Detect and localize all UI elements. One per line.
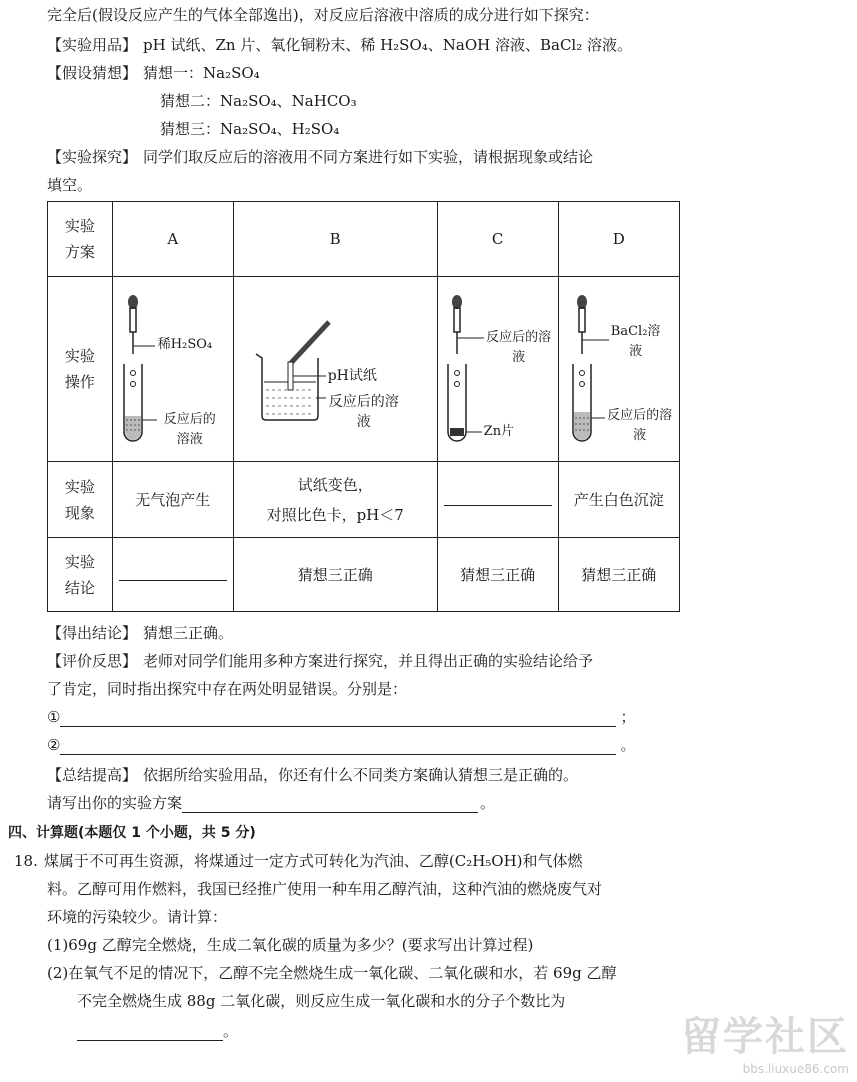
watermark-brand: 留学社区	[681, 1014, 849, 1060]
phenomenon-c-blank[interactable]	[437, 462, 558, 538]
conclusion-text: 猜想三正确。	[143, 624, 234, 642]
question-line-3: 环境的污染较少。请计算：	[47, 908, 228, 926]
label-solution-d: 反应后的溶液	[607, 407, 673, 443]
materials-text: pH 试纸、Zn 片、氧化铜粉末、稀 H₂SO₄、NaOH 溶液、BaCl₂ 溶液。	[143, 36, 633, 54]
evaluation-line	[47, 650, 593, 671]
watermark-site: bbs.liuxue86.com	[742, 1062, 849, 1076]
label-zinc: Zn片	[483, 423, 515, 439]
experiment-table	[47, 201, 680, 612]
row-header-plan: 实验方案	[48, 202, 113, 277]
evaluation-answer-2: ② 。	[47, 736, 636, 754]
ratio-answer: 。	[77, 1020, 238, 1041]
table-row-plan	[48, 202, 680, 277]
label-solution-a: 反应后的溶液	[163, 411, 216, 447]
phenomenon-b	[233, 462, 437, 538]
materials-tag: 【实验用品】	[47, 36, 138, 54]
operation-a	[112, 277, 233, 462]
table-row-conclusion	[48, 538, 680, 612]
summary-text: 依据所给实验用品，你还有什么不同类方案确认猜想三是正确的。	[143, 766, 579, 784]
question-line-1	[14, 850, 583, 871]
summary-answer: 请写出你的实验方案 。	[47, 794, 496, 812]
answer-blank-2[interactable]	[60, 736, 616, 755]
label-ph-paper: pH试纸	[327, 367, 377, 384]
conclusion-b: 猜想三正确	[233, 538, 437, 612]
sub-question-2-line2: 不完全燃烧生成 88g 二氧化碳，则反应生成一氧化碳和水的分子个数比为	[77, 992, 566, 1010]
plan-answer-blank[interactable]	[182, 794, 478, 813]
conclusion-c: 猜想三正确	[437, 538, 558, 612]
table-row-phenomenon	[48, 462, 680, 538]
question-line-2: 料。乙醇可用作燃料，我国已经推广使用一种车用乙醇汽油，这种汽油的燃烧废气对	[47, 880, 603, 898]
col-header-a: A	[112, 202, 233, 277]
summary-tag: 【总结提高】	[47, 766, 138, 784]
row-header-operation: 实验操作	[48, 277, 113, 462]
phenomenon-b-line1: 试纸变色，	[297, 475, 373, 494]
conclusion-tag: 【得出结论】	[47, 624, 138, 642]
label-bacl2: BaCl₂溶液	[610, 323, 661, 359]
operation-d	[558, 277, 679, 462]
question-text-1: 煤属于不可再生资源，将煤通过一定方式可转化为汽油、乙醇(C₂H₅OH)和气体燃	[43, 852, 583, 870]
question-number: 18.	[14, 852, 38, 870]
conclusion-line	[47, 622, 233, 643]
col-header-b: B	[233, 202, 437, 277]
phenomenon-d: 产生白色沉淀	[558, 462, 679, 538]
evaluation-tag: 【评价反思】	[47, 652, 138, 670]
row-header-conclusion: 实验结论	[48, 538, 113, 612]
operation-c	[437, 277, 558, 462]
label-solution-b: 反应后的溶液	[328, 393, 399, 430]
exploration-text-2: 填空。	[47, 176, 93, 194]
label-solution-c: 反应后的溶液	[486, 329, 552, 365]
col-header-d: D	[558, 202, 679, 277]
hypothesis-item-1: 猜想一：Na₂SO₄	[143, 64, 260, 82]
exploration-tag: 【实验探究】	[47, 148, 138, 166]
evaluation-answer-1: ① ；	[47, 708, 636, 726]
operation-b	[233, 277, 437, 462]
summary-line	[47, 764, 578, 785]
phenomenon-a: 无气泡产生	[112, 462, 233, 538]
phenomenon-b-line2: 对照比色卡，pH＜7	[266, 505, 404, 524]
evaluation-text-2: 了肯定，同时指出探究中存在两处明显错误。分别是：	[47, 680, 408, 698]
exploration-line	[47, 146, 593, 167]
intro-line: 完全后(假设反应产生的气体全部逸出)，对反应后溶液中溶质的成分进行如下探究：	[47, 6, 599, 24]
conclusion-d: 猜想三正确	[558, 538, 679, 612]
sub-question-1: (1)69g 乙醇完全燃烧，生成二氧化碳的质量为多少？(要求写出计算过程)	[47, 936, 534, 954]
hypothesis-line-1	[47, 62, 260, 83]
ratio-answer-blank[interactable]	[77, 1022, 223, 1041]
label-dilute-sulfuric: 稀H₂SO₄	[157, 336, 213, 352]
answer-blank-1[interactable]	[60, 708, 616, 727]
materials-line	[47, 34, 632, 55]
evaluation-text: 老师对同学们能用多种方案进行探究，并且得出正确的实验结论给予	[143, 652, 594, 670]
row-header-phenomenon: 实验现象	[48, 462, 113, 538]
watermark	[681, 1005, 849, 1076]
hypothesis-item-2: 猜想二：Na₂SO₄、NaHCO₃	[160, 92, 357, 110]
table-row-operation	[48, 277, 680, 462]
sub-question-2-line1: (2)在氧气不足的情况下，乙醇不完全燃烧生成一氧化碳、二氧化碳和水，若 69g 乙醇	[47, 964, 617, 982]
hypothesis-item-3: 猜想三：Na₂SO₄、H₂SO₄	[160, 120, 340, 138]
col-header-c: C	[437, 202, 558, 277]
section-title: 四、计算题(本题仅 1 个小题，共 5 分)	[8, 825, 256, 841]
conclusion-a-blank[interactable]	[112, 538, 233, 612]
exploration-text: 同学们取反应后的溶液用不同方案进行如下实验，请根据现象或结论	[143, 148, 594, 166]
hypothesis-tag: 【假设猜想】	[47, 64, 138, 82]
